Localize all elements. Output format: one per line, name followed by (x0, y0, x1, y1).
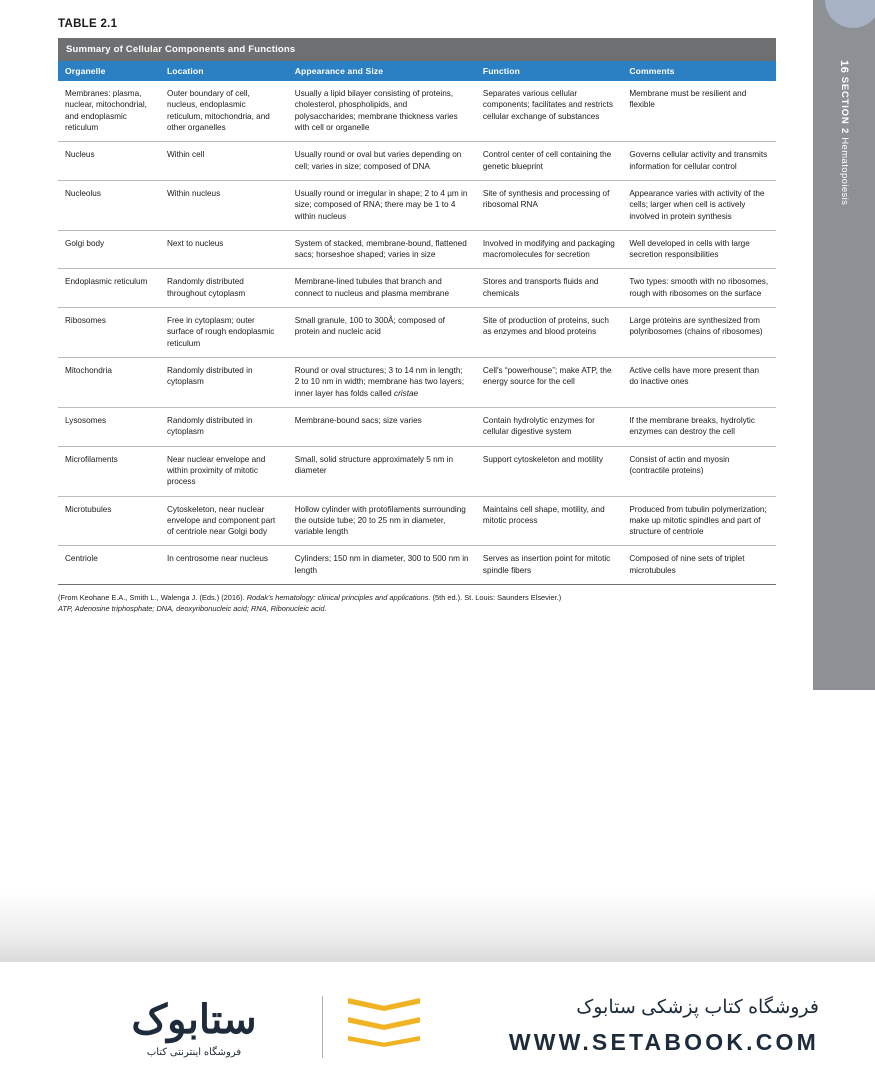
cell-comments: Composed of nine sets of triplet microtubules (622, 546, 776, 585)
table-row (58, 496, 776, 546)
cell-appearance: Usually round or oval but varies depending on cell; varies in size; composed of DNA (288, 142, 476, 181)
cell-location: Outer boundary of cell, nucleus, endoplasmic reticulum, mitochondria, and other organelles (160, 81, 288, 142)
table-row (58, 446, 776, 496)
cell-comments: Produced from tubulin polymerization; make up mitotic spindles and part of structure of centriole (622, 496, 776, 546)
cell-location: Within cell (160, 142, 288, 181)
cell-organelle: Lysosomes (58, 407, 160, 446)
cell-appearance: Membrane-lined tubules that branch and connect to nucleus and plasma membrane (288, 269, 476, 308)
cell-function: Cell's “powerhouse”; make ATP, the energy source for the cell (476, 358, 622, 408)
cell-function: Support cytoskeleton and motility (476, 446, 622, 496)
cell-organelle: Golgi body (58, 230, 160, 269)
chevron-icon (348, 998, 420, 1050)
table-block (58, 18, 776, 614)
source-note-prefix: (From Keohane E.A., Smith L., Walenga J. (Eds.) (2016). (58, 593, 245, 603)
brand-logo (84, 1000, 304, 1058)
brand-url[interactable]: WWW.SETABOOK.COM (508, 1029, 819, 1055)
cell-location: In centrosome near nucleus (160, 546, 288, 585)
side-tab-text (831, 60, 857, 205)
brand-tagline-block (509, 996, 819, 1056)
watermark-divider (322, 996, 323, 1058)
source-note-suffix: (5th ed.). St. Louis: Saunders Elsevier.) (432, 593, 562, 603)
cell-function: Serves as insertion point for mitotic spindle fibers (476, 546, 622, 585)
page-number: 16 (838, 60, 850, 74)
cell-appearance: System of stacked, membrane-bound, flattened sacs; horseshoe shaped; varies in size (288, 230, 476, 269)
cell-organelle: Microtubules (58, 496, 160, 546)
table-source-notes (58, 592, 776, 614)
brand-logo-subtitle: فروشگاه اینترنتی کتاب (146, 1047, 242, 1058)
table-row (58, 546, 776, 585)
table-row (58, 142, 776, 181)
cell-organelle: Membranes: plasma, nuclear, mitochondrial, and endoplasmic reticulum (58, 81, 160, 142)
cell-location: Within nucleus (160, 180, 288, 230)
cell-location: Randomly distributed in cytoplasm (160, 358, 288, 408)
cell-comments: Well developed in cells with large secretion responsibilities (622, 230, 776, 269)
cell-function: Contain hydrolytic enzymes for cellular digestive system (476, 407, 622, 446)
source-note-title: Rodak's hematology: clinical principles and applications. (246, 593, 431, 603)
table-row (58, 180, 776, 230)
section-title: Hematopoiesis (839, 137, 850, 206)
cell-location: Free in cytoplasm; outer surface of rough endoplasmic reticulum (160, 308, 288, 358)
cell-function: Separates various cellular components; facilitates and restricts cellular exchange of substances (476, 81, 622, 142)
cell-organelle: Ribosomes (58, 308, 160, 358)
cell-comments: Appearance varies with activity of the cells; larger when cell is actively involved in protein synthesis (622, 180, 776, 230)
table-header-row (58, 61, 776, 81)
source-note-line (58, 592, 776, 603)
cell-function: Stores and transports fluids and chemicals (476, 269, 622, 308)
cell-function: Maintains cell shape, motility, and mitotic process (476, 496, 622, 546)
cell-organelle: Mitochondria (58, 358, 160, 408)
abbreviation-note: ATP, Adenosine triphosphate; DNA, deoxyribonucleic acid; RNA, Ribonucleic acid. (58, 604, 327, 614)
cell-comments: Governs cellular activity and transmits information for cellular control (622, 142, 776, 181)
cell-comments: Consist of actin and myosin (contractile proteins) (622, 446, 776, 496)
cell-location: Randomly distributed throughout cytoplasm (160, 269, 288, 308)
table-caption: Summary of Cellular Components and Functions (58, 38, 776, 61)
column-header-organelle: Organelle (58, 61, 160, 81)
column-header-appearance: Appearance and Size (288, 61, 476, 81)
cell-function: Involved in modifying and packaging macromolecules for secretion (476, 230, 622, 269)
cell-appearance: Hollow cylinder with protofilaments surrounding the outside tube; 20 to 25 nm in diameter, variable length (288, 496, 476, 546)
cell-organelle: Nucleolus (58, 180, 160, 230)
column-header-function: Function (476, 61, 622, 81)
column-header-comments: Comments (622, 61, 776, 81)
cell-appearance: Usually round or irregular in shape; 2 to 4 µm in size; composed of RNA; there may be 1 to 4 within nucleus (288, 180, 476, 230)
cell-location: Randomly distributed in cytoplasm (160, 407, 288, 446)
cellular-components-table (58, 38, 776, 585)
table-body (58, 81, 776, 585)
cell-appearance: Usually a lipid bilayer consisting of proteins, cholesterol, phospholipids, and polysaccharides; membrane thickness varies with cell or organelle (288, 81, 476, 142)
cell-comments: Membrane must be resilient and flexible (622, 81, 776, 142)
table-row (58, 81, 776, 142)
cell-appearance: Round or oval structures; 3 to 14 nm in length; 2 to 10 nm in width; membrane has two layers; inner layer has folds called cristae (288, 358, 476, 408)
cell-organelle: Microfilaments (58, 446, 160, 496)
cell-organelle: Nucleus (58, 142, 160, 181)
cell-appearance: Cylinders; 150 nm in diameter, 300 to 500 nm in length (288, 546, 476, 585)
table-row (58, 230, 776, 269)
cell-comments: Large proteins are synthesized from polyribosomes (chains of ribosomes) (622, 308, 776, 358)
cell-location: Near nuclear envelope and within proximity of mitotic process (160, 446, 288, 496)
brand-logo-text: ستابوک (131, 998, 257, 1042)
cell-comments: Two types: smooth with no ribosomes, rough with ribosomes on the surface (622, 269, 776, 308)
cell-location: Cytoskeleton, near nuclear envelope and component part of centriole near Golgi body (160, 496, 288, 546)
table-row (58, 358, 776, 408)
section-side-tab (813, 0, 875, 690)
cell-appearance: Small, solid structure approximately 5 nm in diameter (288, 446, 476, 496)
table-row (58, 407, 776, 446)
side-tab-circle-decoration (825, 0, 875, 28)
cell-function: Site of production of proteins, such as enzymes and blood proteins (476, 308, 622, 358)
table-label: TABLE 2.1 (58, 18, 118, 30)
page-fade-overlay (0, 892, 875, 962)
cell-organelle: Centriole (58, 546, 160, 585)
cell-comments: Active cells have more present than do inactive ones (622, 358, 776, 408)
section-label: SECTION 2 (839, 76, 850, 135)
cell-appearance: Membrane-bound sacs; size varies (288, 407, 476, 446)
column-header-location: Location (160, 61, 288, 81)
cell-appearance: Small granule, 100 to 300Å; composed of protein and nucleic acid (288, 308, 476, 358)
cell-location: Next to nucleus (160, 230, 288, 269)
watermark-band (0, 962, 875, 1080)
cell-function: Site of synthesis and processing of ribosomal RNA (476, 180, 622, 230)
table-row (58, 308, 776, 358)
table-row (58, 269, 776, 308)
cell-organelle: Endoplasmic reticulum (58, 269, 160, 308)
brand-tagline: فروشگاه کتاب پزشکی ستابوک (576, 997, 819, 1019)
italic-term: cristae (393, 388, 419, 398)
cell-function: Control center of cell containing the genetic blueprint (476, 142, 622, 181)
cell-comments: If the membrane breaks, hydrolytic enzymes can destroy the cell (622, 407, 776, 446)
